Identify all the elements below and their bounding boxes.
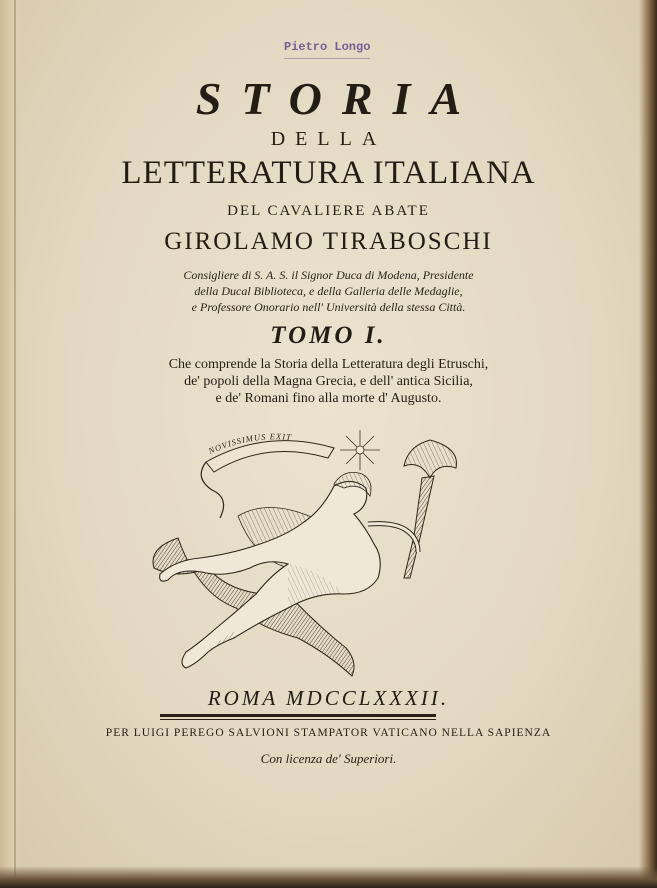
stamp-underline	[284, 58, 370, 59]
author-title-line: e Professore Onorario nell' Università della stessa Città.	[191, 300, 466, 314]
book-subtitle: LETTERATURA ITALIANA	[121, 155, 536, 191]
contents-line: Che comprende la Storia della Letteratura degli Etruschi,	[168, 357, 489, 372]
author-name: GIROLAMO TIRABOSCHI	[164, 228, 493, 255]
book-edge-right	[639, 0, 657, 888]
vignette-motto: NOVISSIMUS EXIT	[206, 431, 293, 456]
author-prefix: DEL CAVALIERE ABATE	[227, 203, 430, 219]
author-title-line: Consigliere di S. A. S. il Signor Duca di Modena, Presidente	[183, 268, 474, 282]
imprint-rule	[160, 714, 436, 717]
engraved-vignette	[138, 418, 468, 680]
imprint-rule-thin	[160, 719, 436, 720]
contents-line: de' popoli della Magna Grecia, e dell' antica Sicilia,	[184, 374, 473, 389]
volume-number: TOMO I.	[270, 322, 387, 349]
book-edge-bottom	[0, 866, 657, 888]
ownership-stamp: Pietro Longo	[284, 40, 371, 54]
book-title: STORIA	[195, 73, 482, 124]
contents-line: e de' Romani fino alla morte d' Augusto.	[215, 391, 442, 406]
title-connector: DELLA	[270, 128, 387, 150]
printer-line: PER LUIGI PEREGO SALVIONI STAMPATOR VATICANO NELLA SAPIENZA	[105, 727, 552, 739]
license-line: Con licenza de' Superiori.	[260, 751, 397, 766]
imprint-place-date: ROMA MDCCLXXXII.	[207, 686, 450, 710]
author-title-line: della Ducal Biblioteca, e della Galleria delle Medaglie,	[194, 284, 463, 298]
